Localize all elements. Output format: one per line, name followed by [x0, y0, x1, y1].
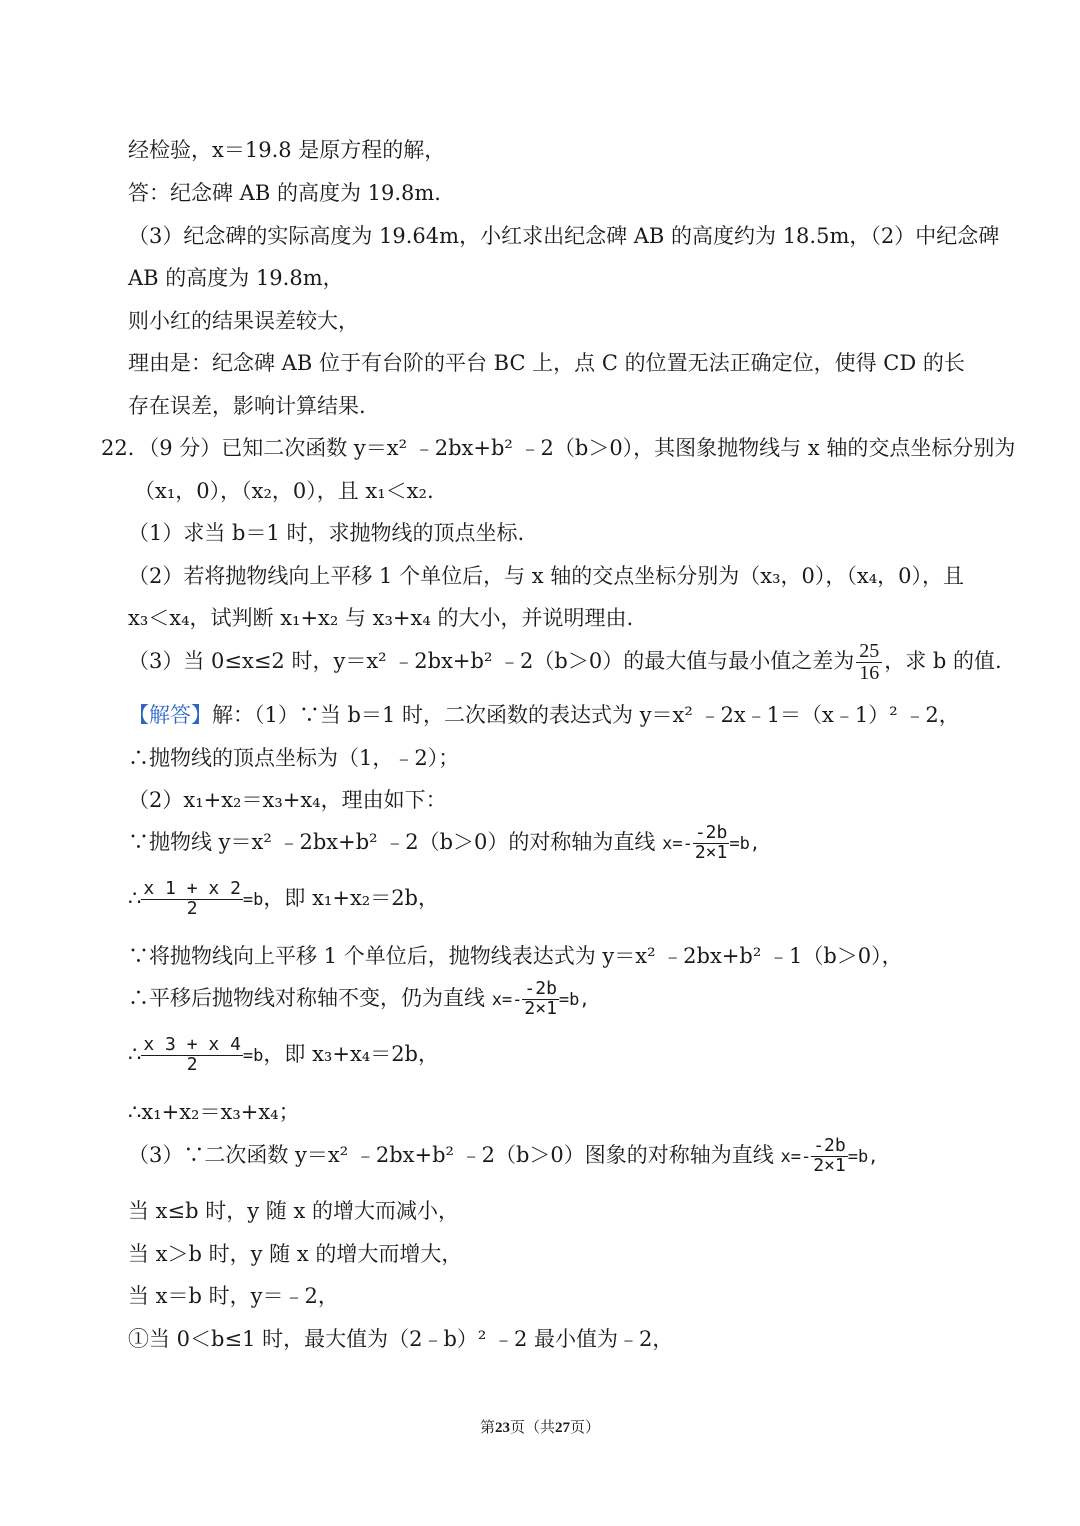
- text-segment: ，即 x₁+x₂＝2b，: [263, 885, 440, 910]
- midpoint-fraction: [141, 880, 243, 919]
- text-line: （x₁，0），（x₂，0），且 x₁＜x₂.: [134, 479, 434, 503]
- text-line: AB 的高度为 19.8m，: [128, 266, 344, 290]
- text-line: ∵将抛物线向上平移 1 个单位后，抛物线表达式为 y＝x² ﹣2bx+b² ﹣1（b＞0），: [128, 944, 903, 968]
- text-line: ①当 0＜b≤1 时，最大值为（2﹣b）² ﹣2 最小值为﹣2，: [128, 1327, 674, 1351]
- axis-suffix: =b,: [558, 989, 590, 1010]
- text-line: 当 x≤b 时，y 随 x 的增大而减小，: [128, 1199, 459, 1223]
- axis-suffix: =b,: [729, 833, 761, 854]
- midpoint-line-1: [128, 880, 439, 919]
- axis-fraction: [693, 824, 730, 863]
- fraction-numerator: -2b: [694, 822, 728, 843]
- answer-tag: 【解答】: [128, 703, 212, 727]
- footer-text: 页（共: [509, 1418, 555, 1436]
- text-segment: （3）当 0≤x≤2 时，y＝x² ﹣2bx+b² ﹣2（b＞0）的最大值与最小值之差为: [128, 649, 855, 673]
- axis-prefix: x=-: [780, 1146, 812, 1167]
- axis-suffix: =b,: [847, 1146, 879, 1167]
- fraction-numerator: -2b: [813, 1135, 846, 1156]
- fraction-denominator: 2×1: [694, 841, 728, 863]
- text-line: 当 x＞b 时，y 随 x 的增大而增大，: [128, 1242, 463, 1266]
- axis-prefix: x=-: [491, 989, 523, 1010]
- text-line: 则小红的结果误差较大，: [128, 309, 359, 333]
- footer-text: 页）: [570, 1418, 601, 1436]
- fraction-denominator: 16: [859, 662, 880, 684]
- question-part-3: [128, 641, 1002, 684]
- question-part-2: （2）若将抛物线向上平移 1 个单位后，与 x 轴的交点坐标分别为（x₃，0），（x₄，0），且: [128, 564, 965, 588]
- text-line: x₃＜x₄，试判断 x₁+x₂ 与 x₃+x₄ 的大小，并说明理由.: [128, 606, 634, 630]
- page-footer: [0, 1416, 1080, 1437]
- text-line: （2）x₁+x₂＝x₃+x₄，理由如下：: [128, 788, 447, 812]
- text-segment: ∴平移后抛物线对称轴不变，仍为直线: [128, 985, 485, 1010]
- fraction-denominator: 2: [186, 1053, 198, 1075]
- symmetry-axis-line: [128, 1137, 878, 1176]
- text-segment: ∵抛物线 y＝x² ﹣2bx+b² ﹣2（b＞0）的对称轴为直线: [128, 829, 656, 854]
- text-line: 理由是：纪念碑 AB 位于有台阶的平台 BC 上，点 C 的位置无法正确定位，使得 CD 的长: [128, 351, 965, 375]
- therefore-symbol: ∴: [128, 885, 142, 910]
- axis-fraction: [811, 1137, 848, 1176]
- axis-fraction: [522, 980, 559, 1019]
- text-line: （3）纪念碑的实际高度为 19.64m，小红求出纪念碑 AB 的高度约为 18.5m，（2）中纪念碑: [128, 224, 1000, 248]
- fraction-denominator: 2: [186, 897, 198, 919]
- symmetry-axis-line: [128, 980, 590, 1019]
- symmetry-axis-line: [128, 824, 760, 863]
- text-line: 经检验，x＝19.8 是原方程的解，: [128, 138, 446, 162]
- fraction-numerator: x 3 + x 4: [143, 1034, 241, 1055]
- page-total: 27: [555, 1420, 570, 1436]
- therefore-symbol: ∴: [128, 1041, 142, 1066]
- text-line: 存在误差，影响计算结果.: [128, 394, 366, 418]
- question-22-stem: 22．（9 分）已知二次函数 y＝x² ﹣2bx+b² ﹣2（b＞0），其图象抛物线与 x 轴的交点坐标分别为: [101, 436, 1016, 460]
- text-segment: ，求 b 的值.: [884, 649, 1002, 673]
- fraction-suffix: =b: [242, 1045, 264, 1066]
- text-line: ∴抛物线的顶点坐标为（1，﹣2）；: [128, 746, 460, 770]
- page-number: 23: [494, 1420, 510, 1436]
- text-segment: （3）∵二次函数 y＝x² ﹣2bx+b² ﹣2（b＞0）图象的对称轴为直线: [128, 1142, 774, 1167]
- midpoint-line-2: [128, 1036, 439, 1075]
- text-line: ∴x₁+x₂＝x₃+x₄；: [128, 1100, 300, 1124]
- text-segment: ，即 x₃+x₄＝2b，: [263, 1041, 440, 1066]
- fraction-denominator: 2×1: [813, 1154, 846, 1176]
- text-line: 答：纪念碑 AB 的高度为 19.8m.: [128, 181, 441, 205]
- solution-line: [128, 703, 960, 728]
- fraction-numerator: -2b: [524, 978, 557, 999]
- footer-text: 第: [479, 1418, 495, 1436]
- text-line: 当 x＝b 时，y＝﹣2，: [128, 1284, 339, 1308]
- fraction-numerator: 25: [856, 641, 882, 663]
- text-segment: 解：（1）∵当 b＝1 时，二次函数的表达式为 y＝x² ﹣2x﹣1＝（x﹣1）² ﹣2，: [212, 703, 960, 727]
- fraction-numerator: x 1 + x 2: [143, 878, 241, 899]
- fraction-25-16: [856, 641, 882, 684]
- axis-prefix: x=-: [662, 833, 693, 854]
- fraction-denominator: 2×1: [524, 997, 557, 1019]
- fraction-suffix: =b: [242, 889, 264, 910]
- question-part-1: （1）求当 b＝1 时，求抛物线的顶点坐标.: [128, 521, 525, 545]
- midpoint-fraction: [141, 1036, 243, 1075]
